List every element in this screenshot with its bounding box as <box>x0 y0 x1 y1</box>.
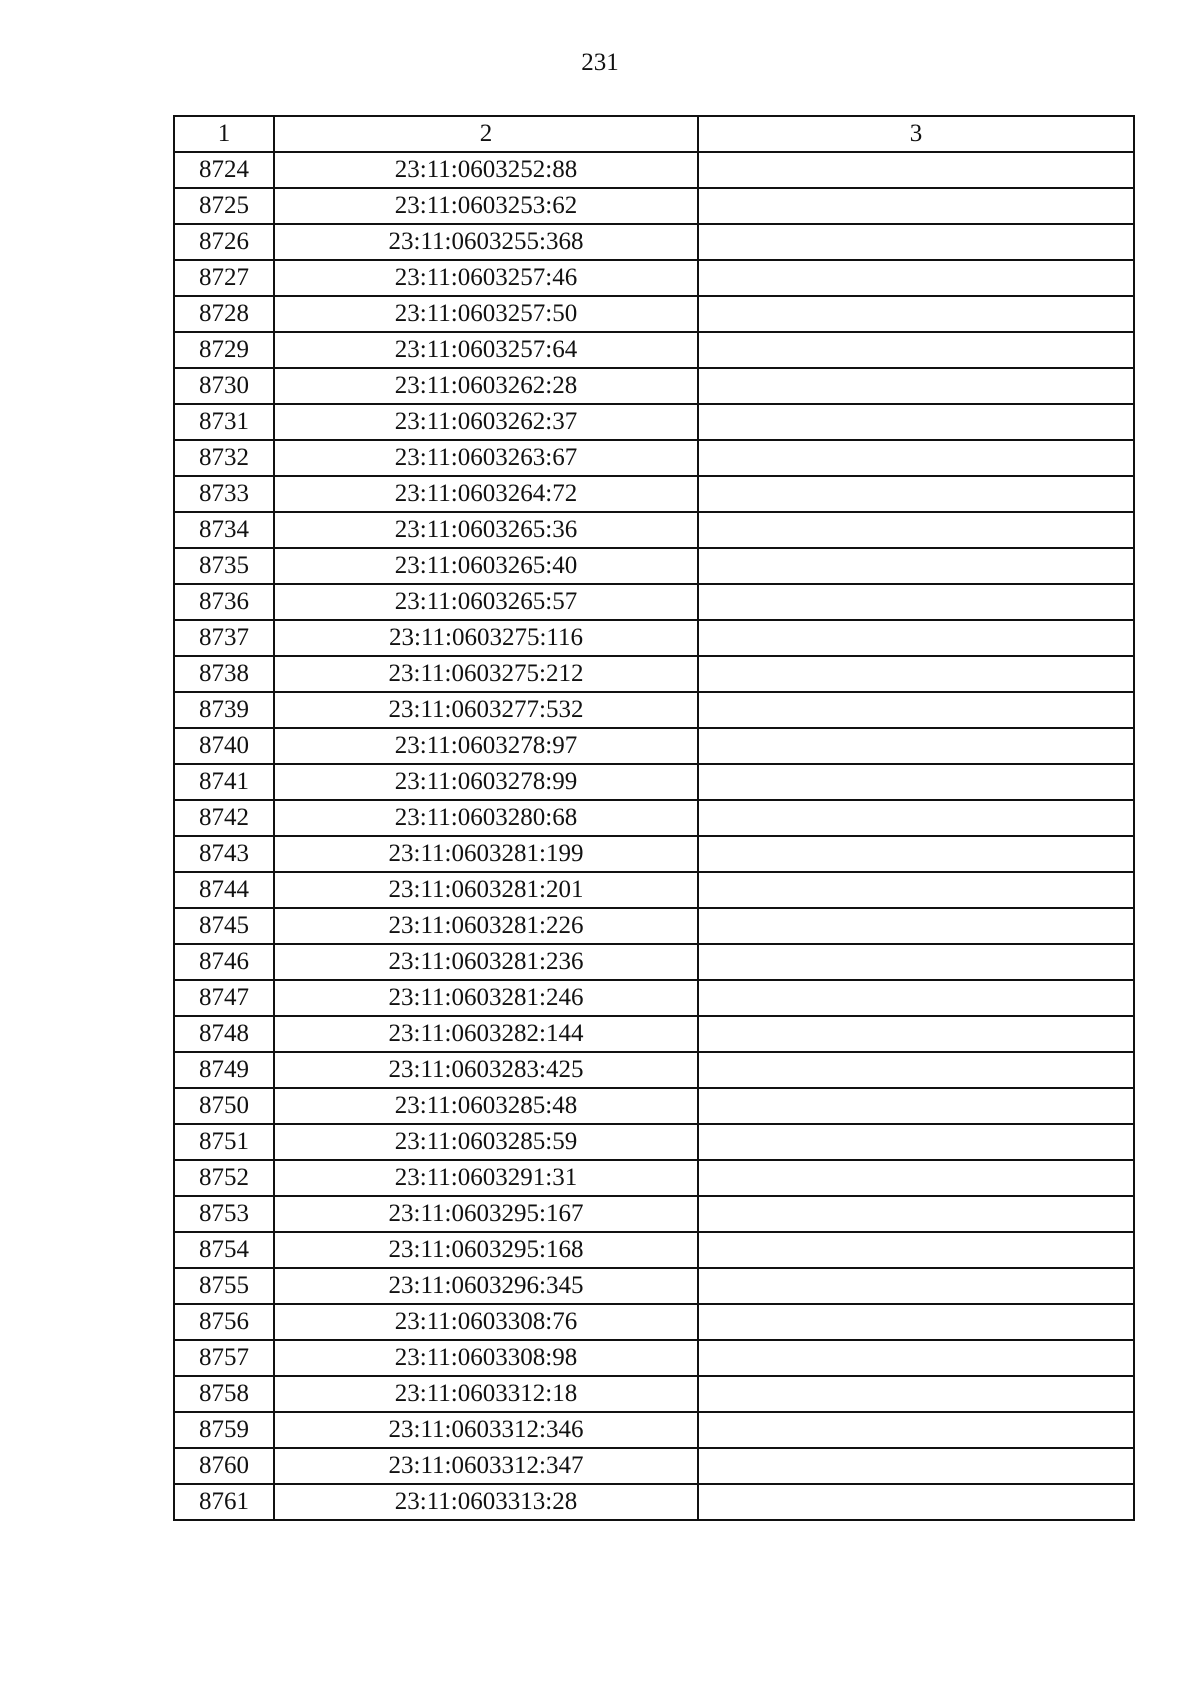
notes-cell <box>698 1052 1134 1088</box>
row-number-cell: 8731 <box>174 404 274 440</box>
notes-cell <box>698 1376 1134 1412</box>
cadastral-number-cell: 23:11:0603281:226 <box>274 908 698 944</box>
notes-cell <box>698 692 1134 728</box>
row-number-cell: 8760 <box>174 1448 274 1484</box>
table-body <box>174 152 1134 1520</box>
table-row <box>174 656 1134 692</box>
cadastral-number-cell: 23:11:0603252:88 <box>274 152 698 188</box>
row-number-cell: 8758 <box>174 1376 274 1412</box>
notes-cell <box>698 1232 1134 1268</box>
notes-cell <box>698 1304 1134 1340</box>
table-row <box>174 548 1134 584</box>
notes-cell <box>698 548 1134 584</box>
notes-cell <box>698 908 1134 944</box>
row-number-cell: 8740 <box>174 728 274 764</box>
cadastral-number-cell: 23:11:0603265:36 <box>274 512 698 548</box>
cadastral-number-cell: 23:11:0603257:64 <box>274 332 698 368</box>
notes-cell <box>698 1196 1134 1232</box>
row-number-cell: 8727 <box>174 260 274 296</box>
row-number-cell: 8745 <box>174 908 274 944</box>
row-number-cell: 8726 <box>174 224 274 260</box>
notes-cell <box>698 440 1134 476</box>
table-row <box>174 584 1134 620</box>
table-row <box>174 1268 1134 1304</box>
table-row <box>174 476 1134 512</box>
row-number-cell: 8730 <box>174 368 274 404</box>
cadastral-number-cell: 23:11:0603257:46 <box>274 260 698 296</box>
cadastral-number-cell: 23:11:0603265:57 <box>274 584 698 620</box>
row-number-cell: 8735 <box>174 548 274 584</box>
notes-cell <box>698 1268 1134 1304</box>
row-number-cell: 8757 <box>174 1340 274 1376</box>
cadastral-number-cell: 23:11:0603262:28 <box>274 368 698 404</box>
row-number-cell: 8746 <box>174 944 274 980</box>
cadastral-number-cell: 23:11:0603263:67 <box>274 440 698 476</box>
row-number-cell: 8732 <box>174 440 274 476</box>
row-number-cell: 8756 <box>174 1304 274 1340</box>
row-number-cell: 8736 <box>174 584 274 620</box>
cadastral-number-table <box>173 115 1135 1521</box>
cadastral-number-cell: 23:11:0603264:72 <box>274 476 698 512</box>
row-number-cell: 8742 <box>174 800 274 836</box>
notes-cell <box>698 152 1134 188</box>
table-row <box>174 1160 1134 1196</box>
cadastral-number-cell: 23:11:0603275:212 <box>274 656 698 692</box>
row-number-cell: 8759 <box>174 1412 274 1448</box>
page-number: 231 <box>581 49 619 76</box>
table-row <box>174 1196 1134 1232</box>
table-row <box>174 224 1134 260</box>
table-row <box>174 296 1134 332</box>
cadastral-number-cell: 23:11:0603253:62 <box>274 188 698 224</box>
table-row <box>174 188 1134 224</box>
notes-cell <box>698 728 1134 764</box>
table-row <box>174 1052 1134 1088</box>
notes-cell <box>698 188 1134 224</box>
row-number-cell: 8744 <box>174 872 274 908</box>
row-number-cell: 8748 <box>174 1016 274 1052</box>
cadastral-number-cell: 23:11:0603255:368 <box>274 224 698 260</box>
cadastral-number-cell: 23:11:0603278:97 <box>274 728 698 764</box>
table-row <box>174 800 1134 836</box>
table-row <box>174 728 1134 764</box>
row-number-cell: 8738 <box>174 656 274 692</box>
table-row <box>174 1124 1134 1160</box>
table-row <box>174 1448 1134 1484</box>
column-header-1: 1 <box>174 116 274 152</box>
cadastral-number-cell: 23:11:0603295:168 <box>274 1232 698 1268</box>
column-header-2: 2 <box>274 116 698 152</box>
table-row <box>174 620 1134 656</box>
table-row <box>174 1412 1134 1448</box>
row-number-cell: 8747 <box>174 980 274 1016</box>
row-number-cell: 8724 <box>174 152 274 188</box>
table-header-row <box>174 116 1134 152</box>
cadastral-number-cell: 23:11:0603308:98 <box>274 1340 698 1376</box>
notes-cell <box>698 836 1134 872</box>
row-number-cell: 8733 <box>174 476 274 512</box>
table-row <box>174 872 1134 908</box>
notes-cell <box>698 512 1134 548</box>
table-row <box>174 332 1134 368</box>
notes-cell <box>698 800 1134 836</box>
notes-cell <box>698 944 1134 980</box>
table-row <box>174 1016 1134 1052</box>
table-row <box>174 836 1134 872</box>
table-row <box>174 368 1134 404</box>
row-number-cell: 8761 <box>174 1484 274 1520</box>
notes-cell <box>698 1340 1134 1376</box>
table-row <box>174 1088 1134 1124</box>
notes-cell <box>698 404 1134 440</box>
notes-cell <box>698 584 1134 620</box>
cadastral-number-cell: 23:11:0603312:18 <box>274 1376 698 1412</box>
notes-cell <box>698 1088 1134 1124</box>
table-row <box>174 1484 1134 1520</box>
table-row <box>174 1376 1134 1412</box>
row-number-cell: 8755 <box>174 1268 274 1304</box>
notes-cell <box>698 872 1134 908</box>
notes-cell <box>698 296 1134 332</box>
notes-cell <box>698 332 1134 368</box>
table-row <box>174 764 1134 800</box>
notes-cell <box>698 1160 1134 1196</box>
cadastral-number-cell: 23:11:0603308:76 <box>274 1304 698 1340</box>
row-number-cell: 8754 <box>174 1232 274 1268</box>
row-number-cell: 8743 <box>174 836 274 872</box>
notes-cell <box>698 620 1134 656</box>
column-header-3: 3 <box>698 116 1134 152</box>
notes-cell <box>698 1448 1134 1484</box>
table-row <box>174 404 1134 440</box>
table-row <box>174 512 1134 548</box>
row-number-cell: 8750 <box>174 1088 274 1124</box>
cadastral-number-cell: 23:11:0603281:199 <box>274 836 698 872</box>
notes-cell <box>698 1016 1134 1052</box>
table-row <box>174 1340 1134 1376</box>
cadastral-number-cell: 23:11:0603291:31 <box>274 1160 698 1196</box>
cadastral-number-cell: 23:11:0603277:532 <box>274 692 698 728</box>
cadastral-number-cell: 23:11:0603312:347 <box>274 1448 698 1484</box>
row-number-cell: 8752 <box>174 1160 274 1196</box>
cadastral-number-cell: 23:11:0603283:425 <box>274 1052 698 1088</box>
row-number-cell: 8728 <box>174 296 274 332</box>
notes-cell <box>698 1412 1134 1448</box>
table-row <box>174 944 1134 980</box>
table-row <box>174 692 1134 728</box>
table-row <box>174 908 1134 944</box>
table-row <box>174 440 1134 476</box>
cadastral-number-cell: 23:11:0603265:40 <box>274 548 698 584</box>
notes-cell <box>698 476 1134 512</box>
cadastral-number-cell: 23:11:0603257:50 <box>274 296 698 332</box>
notes-cell <box>698 1484 1134 1520</box>
notes-cell <box>698 764 1134 800</box>
table-row <box>174 1232 1134 1268</box>
row-number-cell: 8725 <box>174 188 274 224</box>
row-number-cell: 8734 <box>174 512 274 548</box>
cadastral-number-cell: 23:11:0603281:236 <box>274 944 698 980</box>
table-row <box>174 152 1134 188</box>
cadastral-number-cell: 23:11:0603296:345 <box>274 1268 698 1304</box>
row-number-cell: 8751 <box>174 1124 274 1160</box>
cadastral-number-cell: 23:11:0603275:116 <box>274 620 698 656</box>
row-number-cell: 8739 <box>174 692 274 728</box>
table-row <box>174 260 1134 296</box>
row-number-cell: 8753 <box>174 1196 274 1232</box>
table-row <box>174 980 1134 1016</box>
cadastral-number-cell: 23:11:0603262:37 <box>274 404 698 440</box>
notes-cell <box>698 656 1134 692</box>
notes-cell <box>698 1124 1134 1160</box>
notes-cell <box>698 260 1134 296</box>
cadastral-number-cell: 23:11:0603285:48 <box>274 1088 698 1124</box>
cadastral-number-cell: 23:11:0603281:246 <box>274 980 698 1016</box>
cadastral-number-cell: 23:11:0603281:201 <box>274 872 698 908</box>
table-row <box>174 1304 1134 1340</box>
notes-cell <box>698 980 1134 1016</box>
cadastral-number-cell: 23:11:0603280:68 <box>274 800 698 836</box>
notes-cell <box>698 368 1134 404</box>
cadastral-number-cell: 23:11:0603278:99 <box>274 764 698 800</box>
cadastral-number-cell: 23:11:0603282:144 <box>274 1016 698 1052</box>
row-number-cell: 8729 <box>174 332 274 368</box>
cadastral-number-cell: 23:11:0603312:346 <box>274 1412 698 1448</box>
cadastral-number-cell: 23:11:0603295:167 <box>274 1196 698 1232</box>
cadastral-number-cell: 23:11:0603313:28 <box>274 1484 698 1520</box>
cadastral-number-cell: 23:11:0603285:59 <box>274 1124 698 1160</box>
row-number-cell: 8737 <box>174 620 274 656</box>
notes-cell <box>698 224 1134 260</box>
row-number-cell: 8749 <box>174 1052 274 1088</box>
row-number-cell: 8741 <box>174 764 274 800</box>
